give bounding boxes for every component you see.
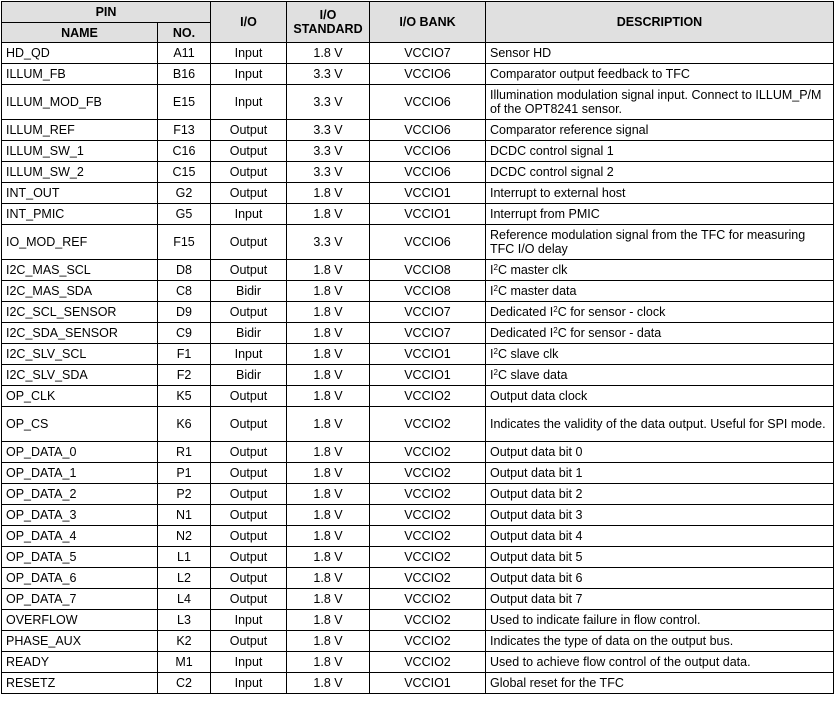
header-io: I/O <box>211 2 287 43</box>
pin-name-cell: OVERFLOW <box>2 610 158 631</box>
table-row <box>2 225 834 260</box>
io-bank-cell: VCCIO2 <box>370 652 486 673</box>
pin-name-cell: READY <box>2 652 158 673</box>
io-bank-cell: VCCIO8 <box>370 260 486 281</box>
io-bank-cell: VCCIO6 <box>370 162 486 183</box>
io-bank-cell: VCCIO7 <box>370 302 486 323</box>
pin-name-cell: RESETZ <box>2 673 158 694</box>
io-direction-cell: Output <box>211 505 287 526</box>
pin-number-cell: E15 <box>158 85 211 120</box>
description-cell: Output data bit 3 <box>486 505 834 526</box>
io-standard-cell: 3.3 V <box>287 225 370 260</box>
io-direction-cell: Output <box>211 162 287 183</box>
io-direction-cell: Input <box>211 43 287 64</box>
io-bank-cell: VCCIO1 <box>370 204 486 225</box>
pin-name-cell: I2C_MAS_SDA <box>2 281 158 302</box>
pin-name-cell: ILLUM_SW_1 <box>2 141 158 162</box>
io-standard-cell: 1.8 V <box>287 204 370 225</box>
pin-number-cell: L3 <box>158 610 211 631</box>
io-standard-cell: 1.8 V <box>287 183 370 204</box>
io-standard-cell: 1.8 V <box>287 610 370 631</box>
pin-name-cell: ILLUM_REF <box>2 120 158 141</box>
table-row <box>2 204 834 225</box>
table-row <box>2 526 834 547</box>
pin-number-cell: F2 <box>158 365 211 386</box>
pin-name-cell: OP_CS <box>2 407 158 442</box>
table-row <box>2 407 834 442</box>
pin-name-cell: IO_MOD_REF <box>2 225 158 260</box>
pin-number-cell: C8 <box>158 281 211 302</box>
io-bank-cell: VCCIO2 <box>370 463 486 484</box>
io-standard-cell: 1.8 V <box>287 281 370 302</box>
description-cell: Comparator reference signal <box>486 120 834 141</box>
io-bank-cell: VCCIO2 <box>370 631 486 652</box>
io-standard-cell: 1.8 V <box>287 323 370 344</box>
io-direction-cell: Bidir <box>211 281 287 302</box>
superscript: 2 <box>493 284 498 293</box>
io-bank-cell: VCCIO2 <box>370 547 486 568</box>
description-cell <box>486 302 834 323</box>
io-direction-cell: Output <box>211 386 287 407</box>
pin-name-cell: HD_QD <box>2 43 158 64</box>
io-bank-cell: VCCIO1 <box>370 365 486 386</box>
io-standard-cell: 1.8 V <box>287 386 370 407</box>
description-prefix: Dedicated I <box>490 326 554 340</box>
pin-name-cell: INT_PMIC <box>2 204 158 225</box>
pin-number-cell: D9 <box>158 302 211 323</box>
io-standard-cell: 1.8 V <box>287 365 370 386</box>
io-direction-cell: Output <box>211 120 287 141</box>
io-standard-cell: 1.8 V <box>287 484 370 505</box>
table-row <box>2 85 834 120</box>
pin-number-cell: D8 <box>158 260 211 281</box>
pin-number-cell: L2 <box>158 568 211 589</box>
io-standard-cell: 3.3 V <box>287 120 370 141</box>
io-bank-cell: VCCIO1 <box>370 673 486 694</box>
description-cell: DCDC control signal 2 <box>486 162 834 183</box>
header-description: DESCRIPTION <box>486 2 834 43</box>
description-cell: Output data bit 6 <box>486 568 834 589</box>
pin-name-cell: I2C_SCL_SENSOR <box>2 302 158 323</box>
pin-number-cell: A11 <box>158 43 211 64</box>
table-row <box>2 365 834 386</box>
pin-name-cell: I2C_SLV_SDA <box>2 365 158 386</box>
pin-name-cell: OP_DATA_3 <box>2 505 158 526</box>
pin-number-cell: F1 <box>158 344 211 365</box>
table-row <box>2 120 834 141</box>
io-bank-cell: VCCIO2 <box>370 505 486 526</box>
pin-number-cell: N2 <box>158 526 211 547</box>
io-standard-cell: 1.8 V <box>287 442 370 463</box>
description-cell <box>486 260 834 281</box>
io-bank-cell: VCCIO2 <box>370 526 486 547</box>
pin-number-cell: G5 <box>158 204 211 225</box>
description-cell <box>486 344 834 365</box>
description-cell: Indicates the type of data on the output bus. <box>486 631 834 652</box>
io-direction-cell: Output <box>211 183 287 204</box>
header-no: NO. <box>158 23 211 43</box>
pin-name-cell: OP_DATA_4 <box>2 526 158 547</box>
description-text: C master clk <box>497 263 568 277</box>
io-direction-cell: Input <box>211 673 287 694</box>
table-row <box>2 610 834 631</box>
table-row <box>2 505 834 526</box>
pin-name-cell: OP_DATA_5 <box>2 547 158 568</box>
pin-name-cell: PHASE_AUX <box>2 631 158 652</box>
pin-number-cell: L4 <box>158 589 211 610</box>
description-prefix: I <box>490 263 494 277</box>
io-direction-cell: Output <box>211 484 287 505</box>
io-standard-cell: 1.8 V <box>287 43 370 64</box>
superscript: 2 <box>553 326 558 335</box>
pin-number-cell: K5 <box>158 386 211 407</box>
io-direction-cell: Input <box>211 344 287 365</box>
superscript: 2 <box>553 305 558 314</box>
io-direction-cell: Input <box>211 85 287 120</box>
table-row <box>2 547 834 568</box>
pin-name-cell: OP_DATA_7 <box>2 589 158 610</box>
pin-number-cell: C9 <box>158 323 211 344</box>
table-row <box>2 183 834 204</box>
io-bank-cell: VCCIO6 <box>370 120 486 141</box>
io-bank-cell: VCCIO8 <box>370 281 486 302</box>
io-direction-cell: Bidir <box>211 323 287 344</box>
pin-number-cell: F15 <box>158 225 211 260</box>
io-direction-cell: Output <box>211 302 287 323</box>
description-cell <box>486 323 834 344</box>
io-bank-cell: VCCIO2 <box>370 407 486 442</box>
io-bank-cell: VCCIO7 <box>370 323 486 344</box>
pin-number-cell: P2 <box>158 484 211 505</box>
io-standard-cell: 1.8 V <box>287 547 370 568</box>
superscript: 2 <box>493 347 498 356</box>
table-row <box>2 386 834 407</box>
table-row <box>2 568 834 589</box>
io-standard-cell: 1.8 V <box>287 505 370 526</box>
header-pin: PIN <box>2 2 211 23</box>
description-cell: Output data clock <box>486 386 834 407</box>
header-io-standard <box>287 2 370 43</box>
pin-number-cell: K2 <box>158 631 211 652</box>
description-cell: Comparator output feedback to TFC <box>486 64 834 85</box>
description-cell: DCDC control signal 1 <box>486 141 834 162</box>
header-name: NAME <box>2 23 158 43</box>
description-text: C for sensor - data <box>557 326 662 340</box>
description-cell: Output data bit 5 <box>486 547 834 568</box>
pin-name-cell: OP_DATA_1 <box>2 463 158 484</box>
table-row <box>2 302 834 323</box>
pin-name-cell: I2C_MAS_SCL <box>2 260 158 281</box>
io-direction-cell: Output <box>211 463 287 484</box>
description-cell: Output data bit 1 <box>486 463 834 484</box>
io-bank-cell: VCCIO2 <box>370 589 486 610</box>
io-standard-cell: 1.8 V <box>287 344 370 365</box>
table-row <box>2 463 834 484</box>
description-cell: Output data bit 0 <box>486 442 834 463</box>
io-bank-cell: VCCIO2 <box>370 386 486 407</box>
description-cell: Output data bit 4 <box>486 526 834 547</box>
table-row <box>2 484 834 505</box>
description-cell <box>486 281 834 302</box>
table-row <box>2 162 834 183</box>
io-direction-cell: Output <box>211 407 287 442</box>
io-standard-cell: 3.3 V <box>287 64 370 85</box>
pin-name-cell: ILLUM_FB <box>2 64 158 85</box>
io-standard-cell: 1.8 V <box>287 652 370 673</box>
description-cell: Output data bit 2 <box>486 484 834 505</box>
io-direction-cell: Output <box>211 526 287 547</box>
description-cell: Reference modulation signal from the TFC for measuring TFC I/O delay <box>486 225 834 260</box>
io-bank-cell: VCCIO6 <box>370 64 486 85</box>
description-cell: Used to achieve flow control of the output data. <box>486 652 834 673</box>
io-standard-cell: 1.8 V <box>287 631 370 652</box>
io-standard-cell: 1.8 V <box>287 463 370 484</box>
io-standard-cell: 1.8 V <box>287 302 370 323</box>
io-bank-cell: VCCIO1 <box>370 344 486 365</box>
pin-name-cell: INT_OUT <box>2 183 158 204</box>
io-direction-cell: Output <box>211 442 287 463</box>
description-text: C for sensor - clock <box>557 305 666 319</box>
io-bank-cell: VCCIO1 <box>370 183 486 204</box>
io-direction-cell: Output <box>211 589 287 610</box>
description-prefix: I <box>490 368 494 382</box>
io-bank-cell: VCCIO2 <box>370 484 486 505</box>
pin-number-cell: C15 <box>158 162 211 183</box>
pin-name-cell: OP_DATA_6 <box>2 568 158 589</box>
io-direction-cell: Input <box>211 610 287 631</box>
pin-number-cell: L1 <box>158 547 211 568</box>
io-standard-cell: 1.8 V <box>287 589 370 610</box>
pin-number-cell: C16 <box>158 141 211 162</box>
description-text: C slave data <box>497 368 568 382</box>
pin-table-body <box>2 43 834 694</box>
pin-name-cell: OP_DATA_2 <box>2 484 158 505</box>
table-row <box>2 652 834 673</box>
table-row <box>2 673 834 694</box>
table-row <box>2 64 834 85</box>
header-io-standard-label: I/O STANDARD <box>293 8 363 36</box>
header-io-bank: I/O BANK <box>370 2 486 43</box>
io-direction-cell: Output <box>211 547 287 568</box>
description-cell: Interrupt from PMIC <box>486 204 834 225</box>
description-prefix: Dedicated I <box>490 305 554 319</box>
description-text: C slave clk <box>497 347 559 361</box>
description-cell: Output data bit 7 <box>486 589 834 610</box>
pin-number-cell: C2 <box>158 673 211 694</box>
io-bank-cell: VCCIO7 <box>370 43 486 64</box>
description-cell <box>486 365 834 386</box>
pin-number-cell: G2 <box>158 183 211 204</box>
io-standard-cell: 3.3 V <box>287 141 370 162</box>
table-row <box>2 43 834 64</box>
pin-name-cell: OP_DATA_0 <box>2 442 158 463</box>
io-direction-cell: Output <box>211 568 287 589</box>
description-text: C master data <box>497 284 577 298</box>
table-row <box>2 323 834 344</box>
io-direction-cell: Output <box>211 225 287 260</box>
description-cell: Interrupt to external host <box>486 183 834 204</box>
io-standard-cell: 1.8 V <box>287 260 370 281</box>
pin-number-cell: N1 <box>158 505 211 526</box>
io-direction-cell: Input <box>211 64 287 85</box>
pin-number-cell: K6 <box>158 407 211 442</box>
io-direction-cell: Output <box>211 631 287 652</box>
table-row <box>2 141 834 162</box>
pin-name-cell: ILLUM_MOD_FB <box>2 85 158 120</box>
io-standard-cell: 1.8 V <box>287 526 370 547</box>
table-row <box>2 589 834 610</box>
description-cell: Indicates the validity of the data output. Useful for SPI mode. <box>486 407 834 442</box>
superscript: 2 <box>493 263 498 272</box>
description-prefix: I <box>490 347 494 361</box>
io-bank-cell: VCCIO6 <box>370 225 486 260</box>
superscript: 2 <box>493 368 498 377</box>
io-bank-cell: VCCIO6 <box>370 85 486 120</box>
pin-name-cell: I2C_SDA_SENSOR <box>2 323 158 344</box>
description-cell: Used to indicate failure in flow control. <box>486 610 834 631</box>
pin-table <box>1 1 834 694</box>
io-direction-cell: Bidir <box>211 365 287 386</box>
pin-number-cell: P1 <box>158 463 211 484</box>
table-row <box>2 281 834 302</box>
table-row <box>2 260 834 281</box>
description-prefix: I <box>490 284 494 298</box>
table-row <box>2 442 834 463</box>
io-bank-cell: VCCIO6 <box>370 141 486 162</box>
description-cell: Global reset for the TFC <box>486 673 834 694</box>
io-standard-cell: 1.8 V <box>287 407 370 442</box>
pin-name-cell: I2C_SLV_SCL <box>2 344 158 365</box>
pin-name-cell: ILLUM_SW_2 <box>2 162 158 183</box>
io-direction-cell: Output <box>211 141 287 162</box>
io-direction-cell: Input <box>211 204 287 225</box>
description-cell: Sensor HD <box>486 43 834 64</box>
table-row <box>2 344 834 365</box>
io-bank-cell: VCCIO2 <box>370 610 486 631</box>
table-row <box>2 631 834 652</box>
pin-number-cell: F13 <box>158 120 211 141</box>
io-standard-cell: 1.8 V <box>287 568 370 589</box>
pin-number-cell: M1 <box>158 652 211 673</box>
io-standard-cell: 1.8 V <box>287 673 370 694</box>
pin-name-cell: OP_CLK <box>2 386 158 407</box>
pin-number-cell: B16 <box>158 64 211 85</box>
io-bank-cell: VCCIO2 <box>370 442 486 463</box>
pin-number-cell: R1 <box>158 442 211 463</box>
io-direction-cell: Output <box>211 260 287 281</box>
io-standard-cell: 3.3 V <box>287 162 370 183</box>
io-direction-cell: Input <box>211 652 287 673</box>
io-bank-cell: VCCIO2 <box>370 568 486 589</box>
io-standard-cell: 3.3 V <box>287 85 370 120</box>
description-cell: Illumination modulation signal input. Connect to ILLUM_P/M of the OPT8241 sensor. <box>486 85 834 120</box>
